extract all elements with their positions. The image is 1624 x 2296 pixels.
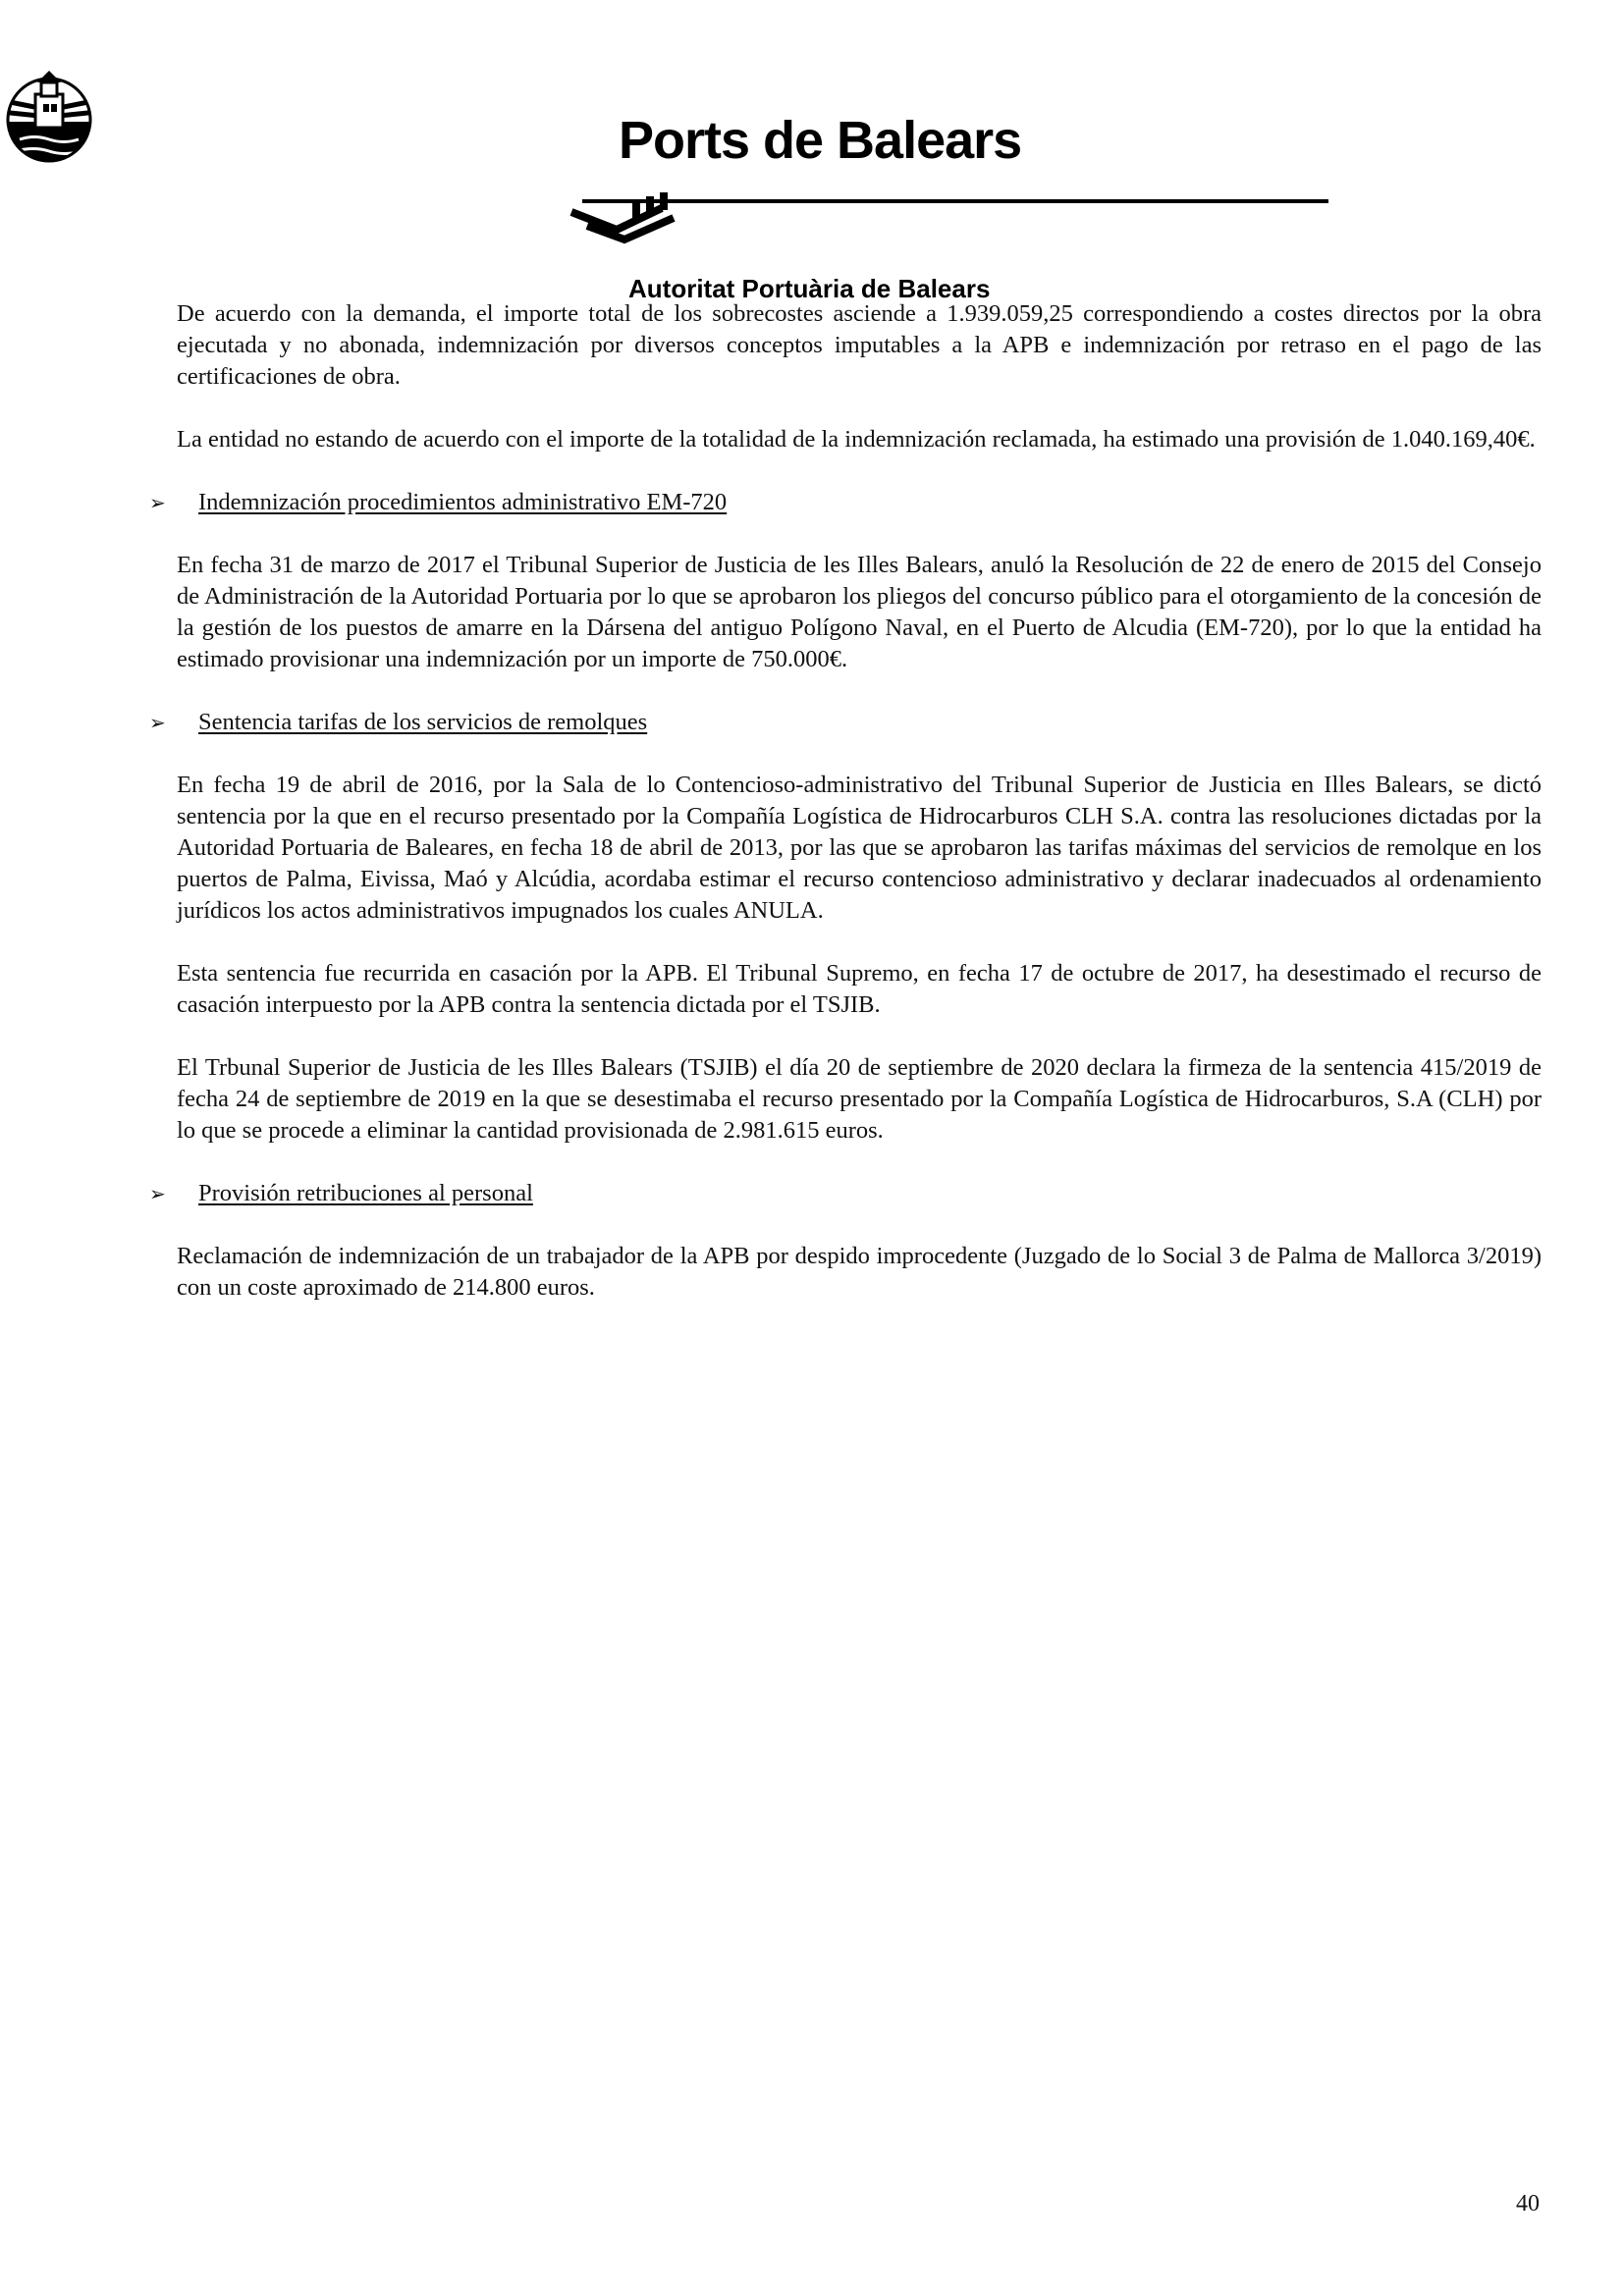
section-heading bbox=[149, 487, 1542, 518]
organization-name: Ports de Balears bbox=[619, 111, 1022, 170]
lighthouse-logo-icon bbox=[0, 61, 98, 169]
section-heading bbox=[149, 707, 1542, 738]
section-heading bbox=[149, 1178, 1542, 1209]
section-title: Indemnización procedimientos administrativo EM-720 bbox=[198, 489, 728, 515]
authority-name: Autoritat Portuària de Balears bbox=[628, 274, 991, 299]
paragraph: El Trbunal Superior de Justicia de les Illes Balears (TSJIB) el día 20 de septiembre de 2020 declara la firmeza de la sentencia 415/2019 de fecha 24 de septiembre de 2019 en la que se desestimaba el recurso presentado por la Compañía Logística de Hidrocarburos, S.A (CLH) por lo que se procede a eliminar la cantidad provisionada de 2.981.615 euros. bbox=[177, 1054, 1542, 1144]
paragraph: La entidad no estando de acuerdo con el importe de la totalidad de la indemnización reclamada, ha estimado una provisión de 1.040.169,40€. bbox=[177, 426, 1536, 453]
page-number: 40 bbox=[1516, 2191, 1540, 2216]
chevron-mark-icon bbox=[568, 187, 695, 245]
paragraph: De acuerdo con la demanda, el importe total de los sobrecostes asciende a 1.939.059,25 correspondiendo a costes directos por la obra ejecutada y no abonada, indemnización por diversos conceptos imputables a la APB e indemnización por retraso en el pago de las certificaciones de obra. bbox=[177, 300, 1542, 390]
section-title: Provisión retribuciones al personal bbox=[198, 1180, 533, 1206]
paragraph: Esta sentencia fue recurrida en casación por la APB. El Tribunal Supremo, en fecha 17 de octubre de 2017, ha desestimado el recurso de casación interpuesto por la APB contra la sentencia dictada por el TSJIB. bbox=[177, 960, 1542, 1018]
paragraph: En fecha 31 de marzo de 2017 el Tribunal Superior de Justicia de les Illes Balears, anuló la Resolución de 22 de enero de 2015 del Consejo de Administración de la Autoridad Portuaria por lo que se aprobaron los pliegos del concurso público para el otorgamiento de la concesión de la gestión de los puestos de amarre en la Dársena del antiguo Polígono Naval, en el Puerto de Alcudia (EM-720), por lo que la entidad ha estimado provisionar una indemnización por un importe de 750.000€. bbox=[177, 552, 1542, 672]
paragraph: En fecha 19 de abril de 2016, por la Sala de lo Contencioso-administrativo del Tribunal Superior de Justicia en Illes Balears, se dictó sentencia por la que en el recurso presentado por la Compañía Logística de Hidrocarburos CLH S.A. contra las resoluciones dictadas por la Autoridad Portuaria de Baleares, en fecha 18 de abril de 2013, por las que se aprobaron las tarifas máximas del servicios de remolque en los puertos de Palma, Eivissa, Maó y Alcúdia, acordaba estimar el recurso contencioso administrativo y declarar inadecuados al ordenamiento jurídicos los actos administrativos impugnados los cuales ANULA. bbox=[177, 772, 1542, 924]
section-title: Sentencia tarifas de los servicios de remolques bbox=[198, 709, 648, 735]
arrow-bullet-icon: ➢ bbox=[149, 711, 166, 734]
arrow-bullet-icon: ➢ bbox=[149, 1182, 166, 1205]
document-body bbox=[149, 298, 1542, 1335]
arrow-bullet-icon: ➢ bbox=[149, 491, 166, 514]
paragraph: Reclamación de indemnización de un trabajador de la APB por despido improcedente (Juzgado de lo Social 3 de Palma de Mallorca 3/2019) con un coste aproximado de 214.800 euros. bbox=[177, 1243, 1542, 1301]
